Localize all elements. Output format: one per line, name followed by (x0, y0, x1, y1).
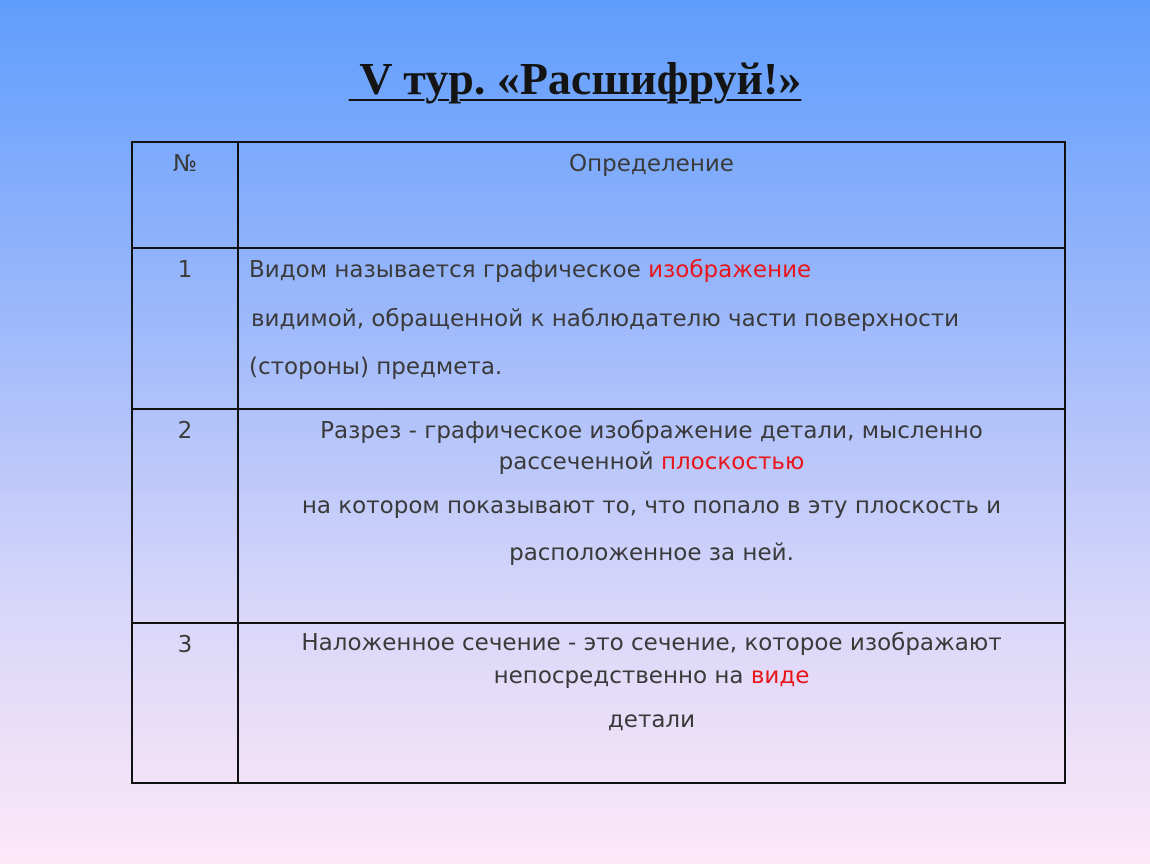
definition-line: на котором показывают то, что попало в эту плоскость и (301, 493, 1002, 519)
definition-line: (стороны) предмета. (249, 354, 503, 380)
definition-cell (238, 409, 1065, 623)
row-number: 1 (132, 248, 238, 409)
definition-line: Разрез - графическое изображение детали, мысленно (320, 418, 983, 444)
header-definition: Определение (238, 142, 1065, 248)
definition-line: рассеченной плоскостью (498, 449, 805, 475)
row-number: 2 (132, 409, 238, 623)
definition-cell (238, 623, 1065, 783)
definition-line: непосредственно на виде (493, 663, 810, 689)
answer-word: виде (750, 663, 810, 689)
answer-word: плоскостью (660, 449, 805, 475)
definition-line: Наложенное сечение - это сечение, которое изображают (301, 630, 1002, 656)
answer-word: изображение (648, 257, 812, 283)
definition-line: детали (607, 707, 696, 733)
table-row (132, 409, 1065, 623)
slide-title: V тур. «Расшифруй!» (348, 53, 802, 104)
table-row (132, 248, 1065, 409)
table-header-row (132, 142, 1065, 248)
definition-cell (238, 248, 1065, 409)
definition-line: видимой, обращенной к наблюдателю части поверхности (251, 306, 960, 332)
definition-line: расположенное за ней. (509, 540, 794, 566)
header-number: № (132, 142, 238, 248)
definition-line: Видом называется графическое изображение (249, 257, 812, 283)
table-row (132, 623, 1065, 783)
definitions-table (131, 141, 1066, 784)
row-number: 3 (132, 623, 238, 783)
